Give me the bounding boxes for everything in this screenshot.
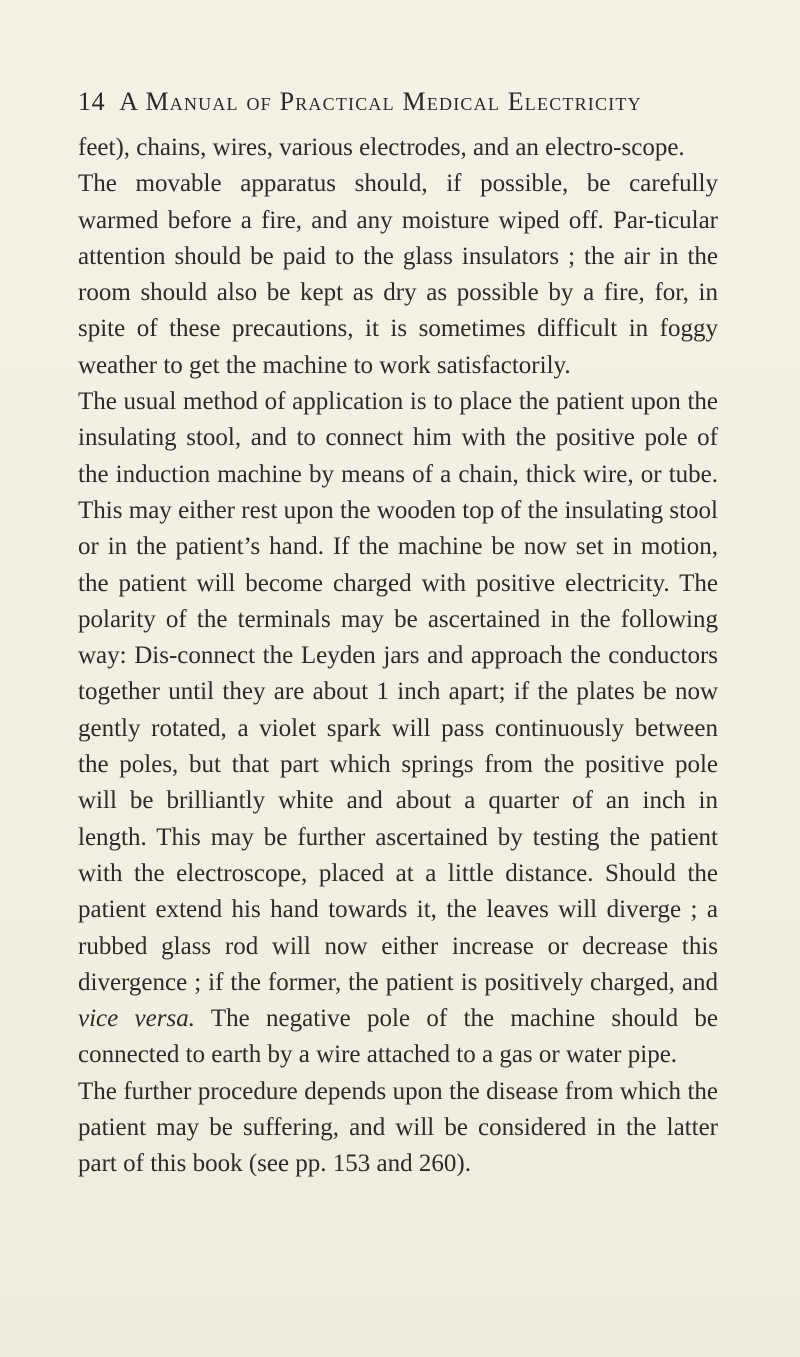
paragraph-text: feet), chains, wires, various electrodes, and an electro-scope. bbox=[78, 134, 685, 161]
book-title: A Manual of Practical Medical Electricity bbox=[119, 87, 642, 116]
italic-phrase: vice versa. bbox=[78, 1005, 195, 1033]
paragraph-text: The movable apparatus should, if possible, be carefully warmed before a fire, and any moisture wiped off. Par-ticular attention should be paid to the glass insulators ; the air in the room should also be kept as dry as possible by a fire, for, in spite of these precautions, it is sometimes difficult in foggy weather to get the machine to work satisfactorily. bbox=[78, 170, 718, 379]
paragraph bbox=[78, 1074, 718, 1183]
paragraph bbox=[78, 130, 718, 166]
paragraph bbox=[78, 384, 718, 1074]
paragraph-text: The further procedure depends upon the disease from which the patient may be suffering, and will be considered in the latter part of this book (see pp. 153 and 260). bbox=[78, 1077, 718, 1178]
paragraph-text: The usual method of application is to place the patient upon the insulating stool, and to connect him with the positive pole of the induction machine by means of a chain, thick wire, or tube. This may either rest upon the wooden top of the insulating stool or in the patient’s hand. If the machine be now set in motion, the patient will become charged with positive electricity. The polarity of the terminals may be ascertained in the following way: Dis-connect the Leyden jars and approach the conductors together until they are about 1 inch apart; if the plates be now gently rotated, a violet spark will pass continuously between the poles, but that part which springs from the positive pole will be brilliantly white and about a quarter of an inch in length. This may be further ascertained by testing the patient with the electroscope, placed at a little distance. Should the patient extend his hand towards it, the leaves will diverge ; a rubbed glass rod will now either increase or decrease this divergence ; if the former, the patient is positively charged, and bbox=[78, 388, 718, 996]
paragraph-text: The negative pole of the machine should be connected to earth by a wire attached to a gas or water pipe. bbox=[78, 1005, 718, 1069]
running-header bbox=[78, 82, 718, 122]
body-text bbox=[78, 130, 718, 1183]
paragraph bbox=[78, 166, 718, 384]
page-number: 14 bbox=[78, 87, 106, 116]
